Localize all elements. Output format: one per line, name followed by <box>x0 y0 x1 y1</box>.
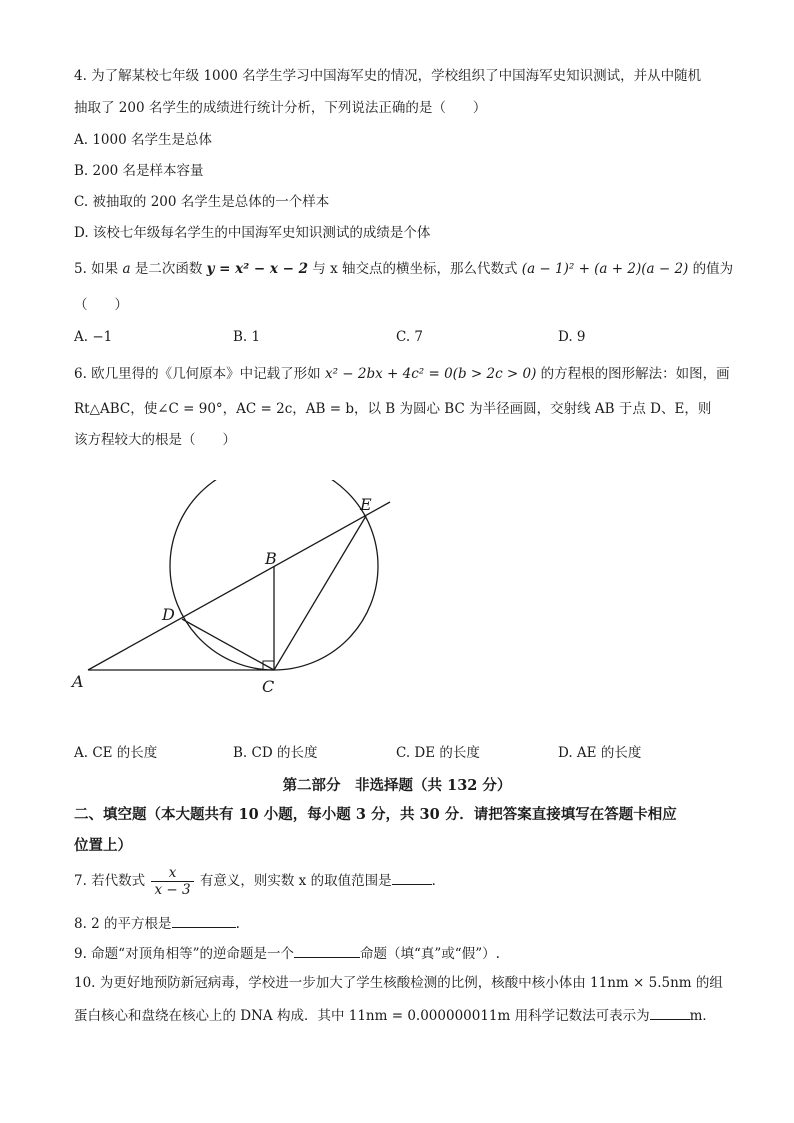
q7-pre: 7. 若代数式 <box>74 873 150 889</box>
q9-pre: 9. 命题“对顶角相等”的逆命题是一个 <box>74 946 294 962</box>
q7-post: 有意义，则实数 x 的取值范围是 <box>195 873 392 889</box>
q6-line1-post: 的方程根的图形解法：如图，画 <box>536 366 730 382</box>
q6-option-d: D. AE 的长度 <box>558 745 642 761</box>
q7-frac-denominator: x − 3 <box>154 882 191 898</box>
q4-option-d: D. 该校七年级每名学生的中国海军史知识测试的成绩是个体 <box>74 225 431 241</box>
q5-stem-mid1: 是二次函数 <box>130 261 207 277</box>
ray-ab <box>88 502 390 670</box>
q10-line2-post: m． <box>689 1008 716 1024</box>
q6-line1-pre: 6. 欧几里得的《几何原本》中记载了形如 <box>74 366 325 382</box>
q7-end: ． <box>431 873 446 889</box>
q5-stem-post: 的值为 <box>688 261 734 277</box>
q7-fraction <box>151 865 193 898</box>
q10-line2-pre: 蛋白核心和盘绕在核心上的 DNA 构成．其中 11nm = 0.000000011m 用科学记数法可表示为 <box>74 1008 650 1024</box>
q6-stem-line3: 该方程较大的根是（ ） <box>74 432 236 448</box>
q6-stem-line2: Rt△ABC，使∠C = 90°，AC = 2c，AB = b，以 B 为圆心 BC 为半径画圆，交射线 AB 于点 D、E，则 <box>74 401 712 417</box>
q6-option-c: C. DE 的长度 <box>396 745 480 761</box>
q8-pre: 8. 2 的平方根是 <box>74 916 172 932</box>
q6-equation: x² − 2bx + 4c² = 0(b > 2c > 0) <box>324 366 537 382</box>
q8-stem <box>74 913 240 933</box>
section2-heading-line1: 二、填空题（本大题共有 10 小题，每小题 3 分，共 30 分．请把答案直接填写在答题卡相应 <box>74 806 677 823</box>
q9-answer-blank[interactable] <box>294 943 360 958</box>
q7-frac-numerator: x <box>151 865 193 882</box>
part2-title: 第二部分 非选择题（共 132 分） <box>282 777 512 794</box>
q4-option-b: B. 200 名是样本容量 <box>74 163 204 179</box>
q8-answer-blank[interactable] <box>172 913 236 928</box>
label-c: C <box>262 677 275 696</box>
q5-function: y = x² − x − 2 <box>206 261 309 277</box>
q5-option-a: A. −1 <box>74 329 113 345</box>
q4-stem-line1: 4. 为了解某校七年级 1000 名学生学习中国海军史的情况，学校组织了中国海军史知识测试，并从中随机 <box>74 68 702 84</box>
label-b: B <box>265 549 277 568</box>
q5-option-c: C. 7 <box>396 329 424 345</box>
q5-stem-mid2: 与 x 轴交点的横坐标，那么代数式 <box>308 261 522 277</box>
q7-answer-blank[interactable] <box>392 870 432 885</box>
q5-stem-pre: 5. 如果 <box>74 261 123 277</box>
q4-stem-line2: 抽取了 200 名学生的成绩进行统计分析，下列说法正确的是（ ） <box>74 100 487 116</box>
q6-option-b: B. CD 的长度 <box>233 745 318 761</box>
label-d: D <box>162 605 175 624</box>
q5-option-b: B. 1 <box>233 329 261 345</box>
q8-end: . <box>235 916 240 932</box>
q10-answer-blank[interactable] <box>650 1005 690 1020</box>
q5-expression: (a − 1)² + (a + 2)(a − 2) <box>521 261 689 277</box>
q5-stem <box>74 260 733 278</box>
q9-stem <box>74 943 500 963</box>
q5-answer-paren: （ ） <box>74 297 128 313</box>
q6-stem-line1 <box>74 365 730 383</box>
segment-ec <box>274 516 366 670</box>
q9-post: 命题（填“真”或“假”）. <box>359 946 500 962</box>
q4-option-c: C. 被抽取的 200 名学生是总体的一个样本 <box>74 194 330 210</box>
q10-stem-line2 <box>74 1005 716 1025</box>
label-a: A <box>72 672 84 691</box>
segment-dc <box>182 619 274 670</box>
q7-stem <box>74 864 445 898</box>
q4-option-a: A. 1000 名学生是总体 <box>74 132 212 148</box>
q5-option-d: D. 9 <box>558 329 586 345</box>
label-e: E <box>360 495 372 514</box>
q5-var-a: a <box>122 261 131 277</box>
q10-stem-line1: 10. 为更好地预防新冠病毒，学校进一步加大了学生核酸检测的比例，核酸中核小体由 11nm × 5.5nm 的组 <box>74 975 723 991</box>
q6-option-a: A. CE 的长度 <box>74 745 158 761</box>
section2-heading-line2: 位置上） <box>74 837 132 854</box>
geometry-figure <box>60 480 420 700</box>
